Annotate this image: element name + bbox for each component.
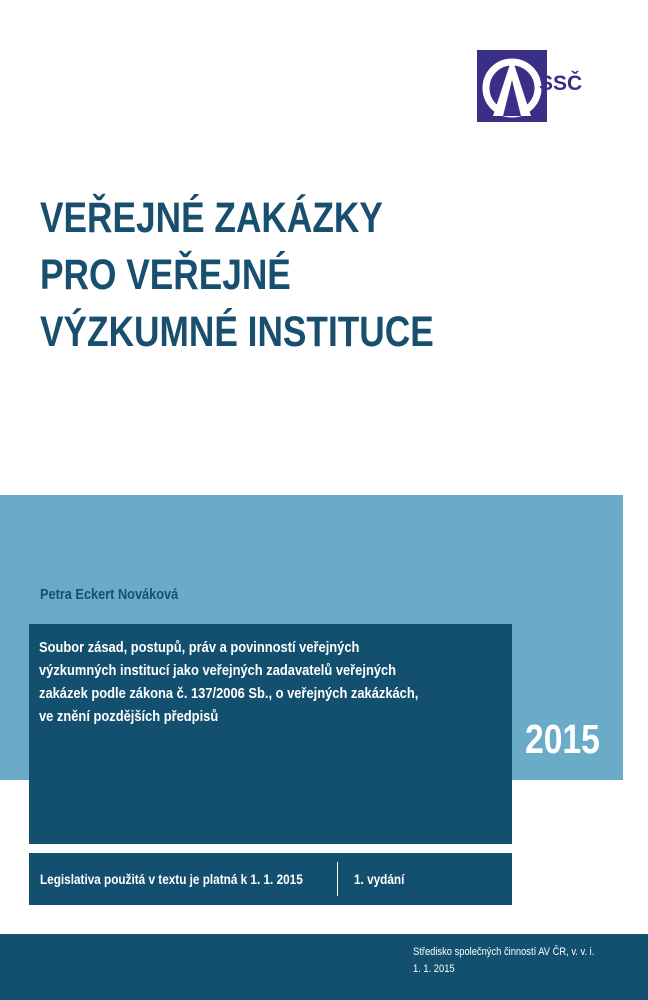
description-box [29, 624, 512, 844]
description-line-1: Soubor zásad, postupů, práv a povinností veřejných [39, 639, 360, 656]
description-line-2: výzkumných institucí jako veřejných zadavatelů veřejných [39, 662, 397, 679]
description-line-4: ve znění pozdějších předpisů [39, 708, 219, 725]
footer-band [0, 934, 648, 1000]
author-name: Petra Eckert Nováková [40, 586, 179, 603]
logo-text: SSČ [539, 72, 583, 95]
description-text [39, 636, 503, 728]
publisher-logo [477, 50, 607, 122]
publisher-date: 1. 1. 2015 [413, 963, 455, 975]
title-line-2: PRO VEŘEJNÉ [40, 251, 291, 299]
publisher-info [413, 944, 594, 978]
edition-label: 1. vydání [354, 871, 405, 887]
legislation-validity: Legislativa použitá v textu je platná k 1. 1. 2015 [40, 871, 303, 887]
publisher-name: Středisko společných činností AV ČR, v. v. i. [413, 946, 595, 958]
title-line-3: VÝZKUMNÉ INSTITUCE [40, 308, 434, 356]
book-title [40, 190, 434, 361]
logo-icon [477, 50, 607, 122]
legislation-divider [337, 862, 338, 896]
title-line-1: VEŘEJNÉ ZAKÁZKY [40, 194, 383, 242]
description-line-3: zakázek podle zákona č. 137/2006 Sb., o veřejných zakázkách, [39, 685, 419, 702]
publication-year: 2015 [525, 716, 600, 762]
legislation-bar [29, 853, 512, 905]
